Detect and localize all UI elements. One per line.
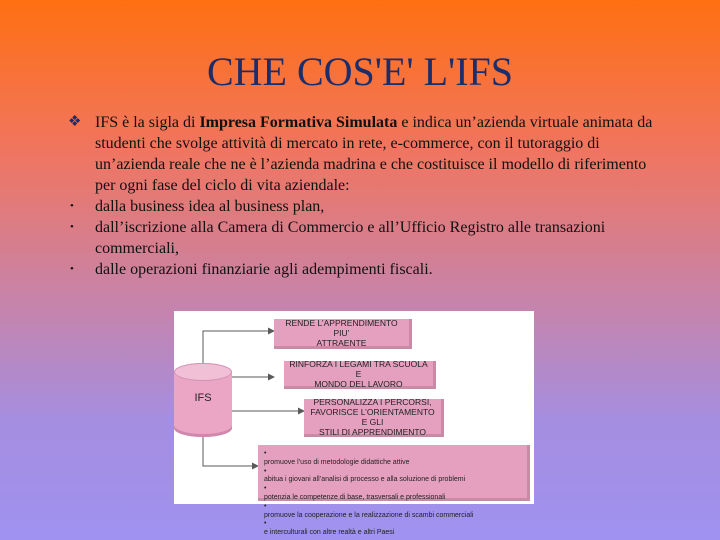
box-1-line: ATTRAENTE bbox=[316, 337, 367, 348]
box-3-line: STILI DI APPRENDIMENTO bbox=[318, 426, 427, 437]
dot-bullet-icon: • bbox=[70, 221, 74, 233]
benefits-list-item: • promuove l’uso di metodologie didattiche attive bbox=[264, 450, 410, 466]
benefits-list bbox=[264, 450, 473, 538]
slide-title: CHE COS'E' L'IFS bbox=[206, 49, 514, 94]
diamond-bullet-icon: ❖ bbox=[68, 114, 82, 130]
arrow-1 bbox=[203, 331, 274, 365]
bullet-item bbox=[68, 259, 658, 280]
benefits-list-item: • e interculturali con altre realtà e altri Paesi bbox=[264, 520, 395, 537]
benefits-list-item: • abitua i giovani all’analisi di processo e alla soluzione di problemi bbox=[264, 467, 466, 484]
box-2-line: MONDO DEL LAVORO bbox=[314, 378, 403, 389]
intro-text-before: IFS è la sigla di bbox=[95, 114, 200, 131]
diagram-box-2 bbox=[284, 358, 436, 389]
slide-body bbox=[68, 112, 658, 280]
bullet-text: dalla business idea al business plan, bbox=[95, 198, 325, 215]
diagram-box-1 bbox=[274, 319, 412, 349]
benefits-list-item: • potenzia le competenze di base, trasversali e professionali bbox=[264, 485, 446, 501]
bullet-item bbox=[68, 196, 658, 217]
bullet-item bbox=[68, 217, 658, 259]
bullet-text: dall’iscrizione alla Camera di Commercio e all’Ufficio Registro alle transazioni commerciali, bbox=[95, 219, 606, 257]
box-1-line: RENDE L’APPRENDIMENTO PIU’ bbox=[285, 317, 398, 338]
box-3-line: PERSONALIZZA I PERCORSI, bbox=[313, 396, 432, 407]
box-3-line: FAVORISCE L’ORIENTAMENTO E GLI bbox=[310, 406, 435, 427]
cylinder-top bbox=[174, 363, 232, 381]
intro-paragraph bbox=[68, 112, 658, 196]
ifs-cylinder-icon bbox=[174, 363, 232, 437]
dot-bullet-icon: • bbox=[70, 263, 74, 275]
arrow-4 bbox=[203, 437, 258, 466]
ifs-diagram bbox=[174, 311, 534, 537]
diagram-benefits-box bbox=[258, 445, 530, 537]
intro-bold-term: Impresa Formativa Simulata bbox=[199, 114, 398, 131]
dot-bullet-icon: • bbox=[70, 200, 74, 212]
cylinder-label: IFS bbox=[194, 392, 212, 404]
benefits-list-item: • promuove la cooperazione e la realizzazione di scambi commerciali bbox=[264, 502, 474, 519]
box-2-line: RINFORZA I LEGAMI TRA SCUOLA E bbox=[289, 358, 428, 379]
intro-text-after: e indica un’azienda virtuale animata da studenti che svolge attività di mercato in rete, e-commerce, con il tutoraggio di un’azienda reale che ne è l’azienda madrina e che costituisce il modello di riferimento per ogni fase del ciclo di vita aziendale: bbox=[95, 114, 653, 194]
diagram-box-3 bbox=[304, 396, 444, 437]
bullet-text: dalle operazioni finanziarie agli adempimenti fiscali. bbox=[95, 261, 433, 278]
